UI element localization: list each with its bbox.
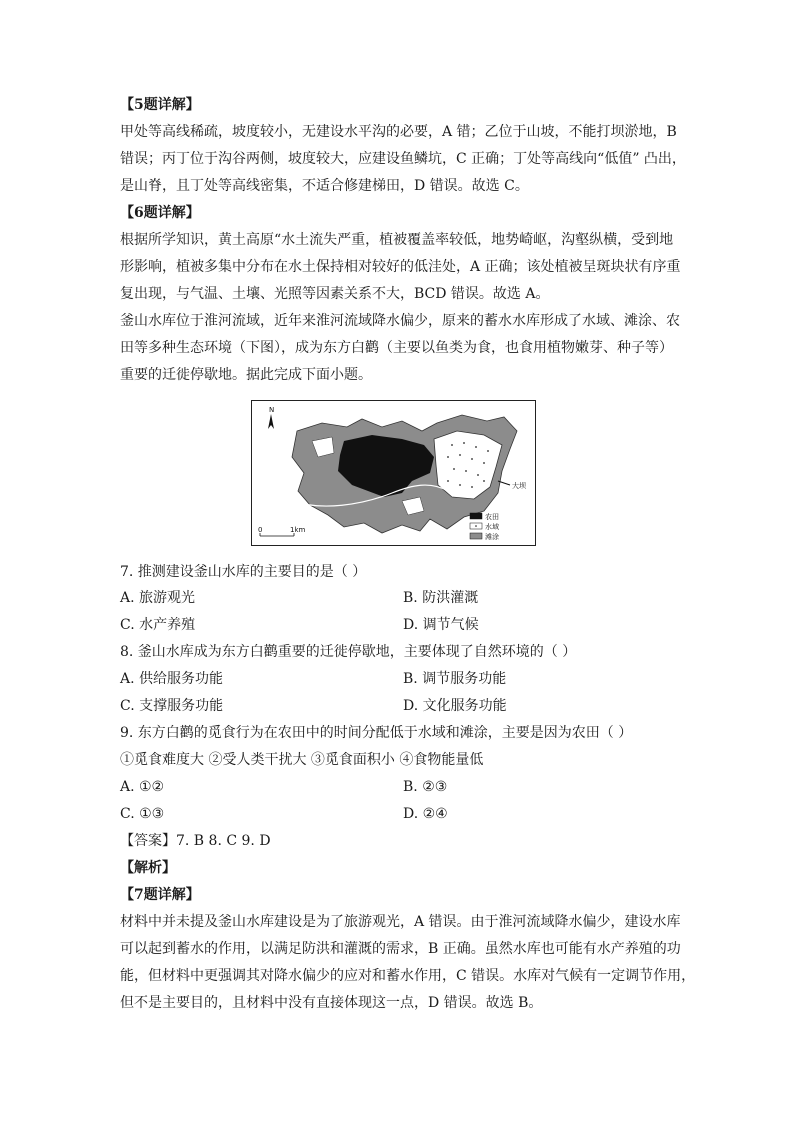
q7-option-a: A. 旅游观光	[120, 590, 196, 606]
legend-dot	[475, 525, 477, 527]
legend-label-water: 水域	[485, 523, 499, 531]
q9-option-c: C. ①③	[120, 806, 165, 822]
paragraph-line: 田等多种生态环境（下图），成为东方白鹳（主要以鱼类为食，也食用植物嫩芽、种子等）	[120, 340, 673, 356]
q8-option-c: C. 支撑服务功能	[120, 698, 224, 714]
q8-option-d: D. 文化服务功能	[403, 698, 507, 714]
paragraph-line: 重要的迁徙停歇地。据此完成下面小题。	[120, 367, 372, 383]
legend-label-farmland: 农田	[485, 513, 499, 521]
paragraph-line: 根据所学知识，黄土高原“水土流失严重，植被覆盖率较低，地势崎岖，沟壑纵横，受到地	[120, 232, 674, 248]
paragraph-line: 是山脊，且丁处等高线密集，不适合修建梯田，D 错误。故选 C。	[120, 178, 529, 194]
north-label: N	[269, 406, 275, 414]
analysis-heading: 【解析】	[120, 860, 176, 876]
dam-label: 大坝	[512, 482, 526, 490]
explanation-line: 能，但材料中更强调其对降水偏少的应对和蓄水作用，C 错误。水库对气候有一定调节作用，	[120, 968, 696, 984]
section-heading-q7: 【7题详解】	[120, 887, 200, 903]
answer-line: 【答案】7. B 8. C 9. D	[120, 833, 271, 849]
paragraph-line: 甲处等高线稀疏，坡度较小，无建设水平沟的必要，A 错；乙位于山坡，不能打坝淤地，B	[120, 124, 677, 140]
question-8-stem: 8. 釜山水库成为东方白鹳重要的迁徙停歇地，主要体现了自然环境的（ ）	[120, 644, 577, 660]
reservoir-map	[252, 401, 535, 545]
q9-option-d: D. ②④	[403, 806, 448, 822]
explanation-line: 材料中并未提及釜山水库建设是为了旅游观光，A 错误。由于淮河流域降水偏少，建设水库	[120, 914, 681, 930]
paragraph-line: 形影响，植被多集中分布在水土保持相对较好的低洼处，A 正确；该处植被呈斑块状有序重	[120, 259, 681, 275]
question-7-stem: 7. 推测建设釜山水库的主要目的是（ ）	[120, 564, 367, 580]
legend-swatch-tidal-flat	[470, 533, 482, 539]
reservoir-map-figure	[251, 400, 536, 546]
legend-label-tidal-flat: 滩涂	[485, 533, 499, 541]
scale-zero-label: 0	[258, 526, 263, 534]
q8-option-a: A. 供给服务功能	[120, 671, 224, 687]
question-9-stem: 9. 东方白鹳的觅食行为在农田中的时间分配低于水域和滩涂，主要是因为农田（ ）	[120, 725, 633, 741]
q9-choices: ①觅食难度大 ②受人类干扰大 ③觅食面积小 ④食物能量低	[120, 752, 484, 768]
explanation-line: 但不是主要目的，且材料中没有直接体现这一点，D 错误。故选 B。	[120, 995, 543, 1011]
q8-option-b: B. 调节服务功能	[403, 671, 507, 687]
legend-swatch-farmland	[470, 513, 482, 519]
q7-option-c: C. 水产养殖	[120, 617, 196, 633]
q9-option-b: B. ②③	[403, 779, 448, 795]
section-heading-q6: 【6题详解】	[120, 205, 200, 221]
north-arrow-icon	[268, 414, 274, 429]
paragraph-line: 釜山水库位于淮河流域，近年来淮河流域降水偏少，原来的蓄水水库形成了水域、滩涂、农	[120, 313, 680, 329]
paragraph-line: 复出现，与气温、土壤、光照等因素关系不大，BCD 错误。故选 A。	[120, 286, 550, 302]
scale-length-label: 1km	[290, 526, 306, 534]
q7-option-d: D. 调节气候	[403, 617, 479, 633]
paragraph-line: 错误；丙丁位于沟谷两侧，坡度较大，应建设鱼鳞坑，C 正确；丁处等高线向“低值” 凸出，	[120, 151, 686, 167]
section-heading-q5: 【5题详解】	[120, 97, 200, 113]
explanation-line: 可以起到蓄水的作用，以满足防洪和灌溉的需求，B 正确。虽然水库也可能有水产养殖的功	[120, 941, 681, 957]
q7-option-b: B. 防洪灌溉	[403, 590, 479, 606]
q9-option-a: A. ①②	[120, 779, 165, 795]
